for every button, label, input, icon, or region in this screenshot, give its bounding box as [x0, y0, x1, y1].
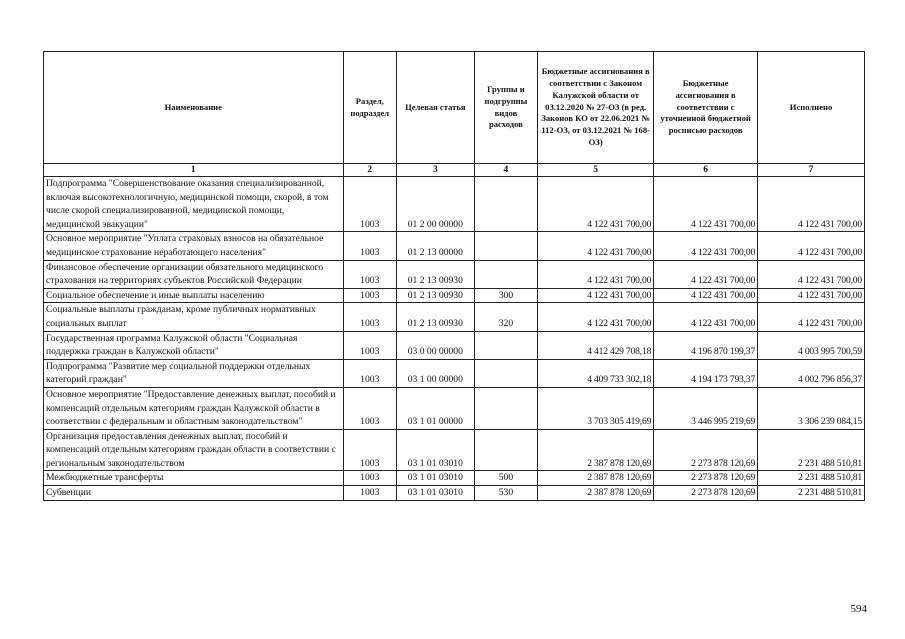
row-section-cell: 1003: [343, 359, 396, 387]
table-row: [44, 486, 865, 501]
row-target-cell: 03 1 00 00000: [397, 359, 475, 387]
row-budget-law-cell: 4 412 429 708,18: [538, 331, 654, 359]
table-row: [44, 260, 865, 288]
header-expense-group: Группы и подгруппы видов расходов: [474, 52, 538, 164]
header-budget-law: Бюджетные ассигнования в соответствии с Законом Калужской области от 03.12.2020 № 27-ОЗ (в ред. Законов КО от 22.06.2021 № 112-ОЗ, от 03.12.2021 № 168-ОЗ): [538, 52, 654, 164]
row-budget-law-cell: 4 409 733 302,18: [538, 359, 654, 387]
table-row: [44, 232, 865, 260]
row-section-cell: 1003: [343, 331, 396, 359]
column-number-row: [44, 164, 865, 177]
table-row: [44, 387, 865, 429]
header-executed: Исполнено: [758, 52, 865, 164]
column-number: 2: [343, 164, 396, 177]
row-budget-refined-cell: 4 122 431 700,00: [654, 232, 758, 260]
row-name-cell: Финансовое обеспечение организации обязательного медицинского страхования на территориях субъектов Российской Федерации: [44, 260, 344, 288]
row-budget-law-cell: 4 122 431 700,00: [538, 288, 654, 303]
row-name-cell: Основное мероприятие "Предоставление денежных выплат, пособий и компенсаций отдельным категориям граждан Калужской области в соответствии с федеральным и областным законодательством": [44, 387, 344, 429]
row-name-cell: Подпрограмма "Совершенствование оказания специализированной, включая высокотехнологичную, медицинской помощи, скорой, в том числе скорой специализированной, медицинской помощи, медицинской эвакуации": [44, 177, 344, 232]
row-budget-refined-cell: 4 122 431 700,00: [654, 177, 758, 232]
row-target-cell: 03 0 00 00000: [397, 331, 475, 359]
row-budget-refined-cell: 4 196 870 199,37: [654, 331, 758, 359]
row-group-cell: 500: [474, 471, 538, 486]
header-name: Наименование: [44, 52, 344, 164]
row-budget-refined-cell: 3 446 995 219,69: [654, 387, 758, 429]
table-row: [44, 331, 865, 359]
row-section-cell: 1003: [343, 260, 396, 288]
row-group-cell: [474, 232, 538, 260]
header-row: [44, 52, 865, 164]
row-budget-law-cell: 3 703 305 419,69: [538, 387, 654, 429]
row-group-cell: [474, 177, 538, 232]
row-executed-cell: 4 122 431 700,00: [758, 288, 865, 303]
row-group-cell: [474, 387, 538, 429]
row-target-cell: 01 2 13 00930: [397, 303, 475, 331]
column-number: 3: [397, 164, 475, 177]
row-budget-refined-cell: 4 122 431 700,00: [654, 260, 758, 288]
row-executed-cell: 2 231 488 510,81: [758, 486, 865, 501]
table-row: [44, 288, 865, 303]
row-name-cell: Социальное обеспечение и иные выплаты населению: [44, 288, 344, 303]
row-executed-cell: 2 231 488 510,81: [758, 471, 865, 486]
row-budget-law-cell: 4 122 431 700,00: [538, 177, 654, 232]
row-budget-refined-cell: 4 122 431 700,00: [654, 288, 758, 303]
row-name-cell: Подпрограмма "Развитие мер социальной поддержки отдельных категорий граждан": [44, 359, 344, 387]
column-number: 6: [654, 164, 758, 177]
row-target-cell: 03 1 01 00000: [397, 387, 475, 429]
row-budget-refined-cell: 4 194 173 793,37: [654, 359, 758, 387]
row-executed-cell: 4 122 431 700,00: [758, 232, 865, 260]
row-target-cell: 01 2 00 00000: [397, 177, 475, 232]
header-budget-refined: Бюджетные ассигнования в соответствии с уточненной бюджетной росписью расходов: [654, 52, 758, 164]
table-row: [44, 303, 865, 331]
row-section-cell: 1003: [343, 429, 396, 471]
row-executed-cell: 4 122 431 700,00: [758, 177, 865, 232]
row-name-cell: Основное мероприятие "Уплата страховых взносов на обязательное медицинское страхование неработающего населения": [44, 232, 344, 260]
column-number: 4: [474, 164, 538, 177]
row-section-cell: 1003: [343, 471, 396, 486]
row-name-cell: Социальные выплаты гражданам, кроме публичных нормативных социальных выплат: [44, 303, 344, 331]
column-number: 1: [44, 164, 344, 177]
row-section-cell: 1003: [343, 387, 396, 429]
row-section-cell: 1003: [343, 177, 396, 232]
row-group-cell: [474, 260, 538, 288]
row-target-cell: 01 2 13 00930: [397, 288, 475, 303]
row-target-cell: 01 2 13 00930: [397, 260, 475, 288]
column-number: 5: [538, 164, 654, 177]
row-name-cell: Субвенции: [44, 486, 344, 501]
header-section: Раздел, подраздел: [343, 52, 396, 164]
row-budget-refined-cell: 2 273 878 120,69: [654, 429, 758, 471]
row-executed-cell: 4 122 431 700,00: [758, 260, 865, 288]
row-budget-refined-cell: 4 122 431 700,00: [654, 303, 758, 331]
row-budget-refined-cell: 2 273 878 120,69: [654, 486, 758, 501]
row-group-cell: 530: [474, 486, 538, 501]
row-budget-law-cell: 2 387 878 120,69: [538, 429, 654, 471]
row-executed-cell: 4 002 796 856,37: [758, 359, 865, 387]
row-executed-cell: 4 122 431 700,00: [758, 303, 865, 331]
table-row: [44, 471, 865, 486]
row-target-cell: 03 1 01 03010: [397, 429, 475, 471]
row-budget-law-cell: 4 122 431 700,00: [538, 303, 654, 331]
row-budget-law-cell: 4 122 431 700,00: [538, 232, 654, 260]
column-number: 7: [758, 164, 865, 177]
row-section-cell: 1003: [343, 486, 396, 501]
row-name-cell: Государственная программа Калужской области "Социальная поддержка граждан в Калужской области": [44, 331, 344, 359]
row-section-cell: 1003: [343, 232, 396, 260]
header-target-article: Целевая статья: [397, 52, 475, 164]
row-name-cell: Межбюджетные трансферты: [44, 471, 344, 486]
row-budget-law-cell: 2 387 878 120,69: [538, 486, 654, 501]
page-number: 594: [850, 603, 867, 615]
row-group-cell: [474, 331, 538, 359]
row-executed-cell: 3 306 239 084,15: [758, 387, 865, 429]
row-budget-refined-cell: 2 273 878 120,69: [654, 471, 758, 486]
budget-table: [43, 51, 865, 501]
table-row: [44, 429, 865, 471]
table-row: [44, 359, 865, 387]
row-section-cell: 1003: [343, 303, 396, 331]
row-target-cell: 03 1 01 03010: [397, 471, 475, 486]
row-name-cell: Организация предоставления денежных выплат, пособий и компенсаций отдельным категориям граждан области в соответствии с региональным законодательством: [44, 429, 344, 471]
row-group-cell: 320: [474, 303, 538, 331]
row-budget-law-cell: 4 122 431 700,00: [538, 260, 654, 288]
row-executed-cell: 2 231 488 510,81: [758, 429, 865, 471]
table-body: [44, 177, 865, 501]
row-group-cell: 300: [474, 288, 538, 303]
row-target-cell: 03 1 01 03010: [397, 486, 475, 501]
row-group-cell: [474, 359, 538, 387]
table-row: [44, 177, 865, 232]
row-target-cell: 01 2 13 00000: [397, 232, 475, 260]
row-budget-law-cell: 2 387 878 120,69: [538, 471, 654, 486]
row-group-cell: [474, 429, 538, 471]
row-executed-cell: 4 003 995 700,59: [758, 331, 865, 359]
row-section-cell: 1003: [343, 288, 396, 303]
